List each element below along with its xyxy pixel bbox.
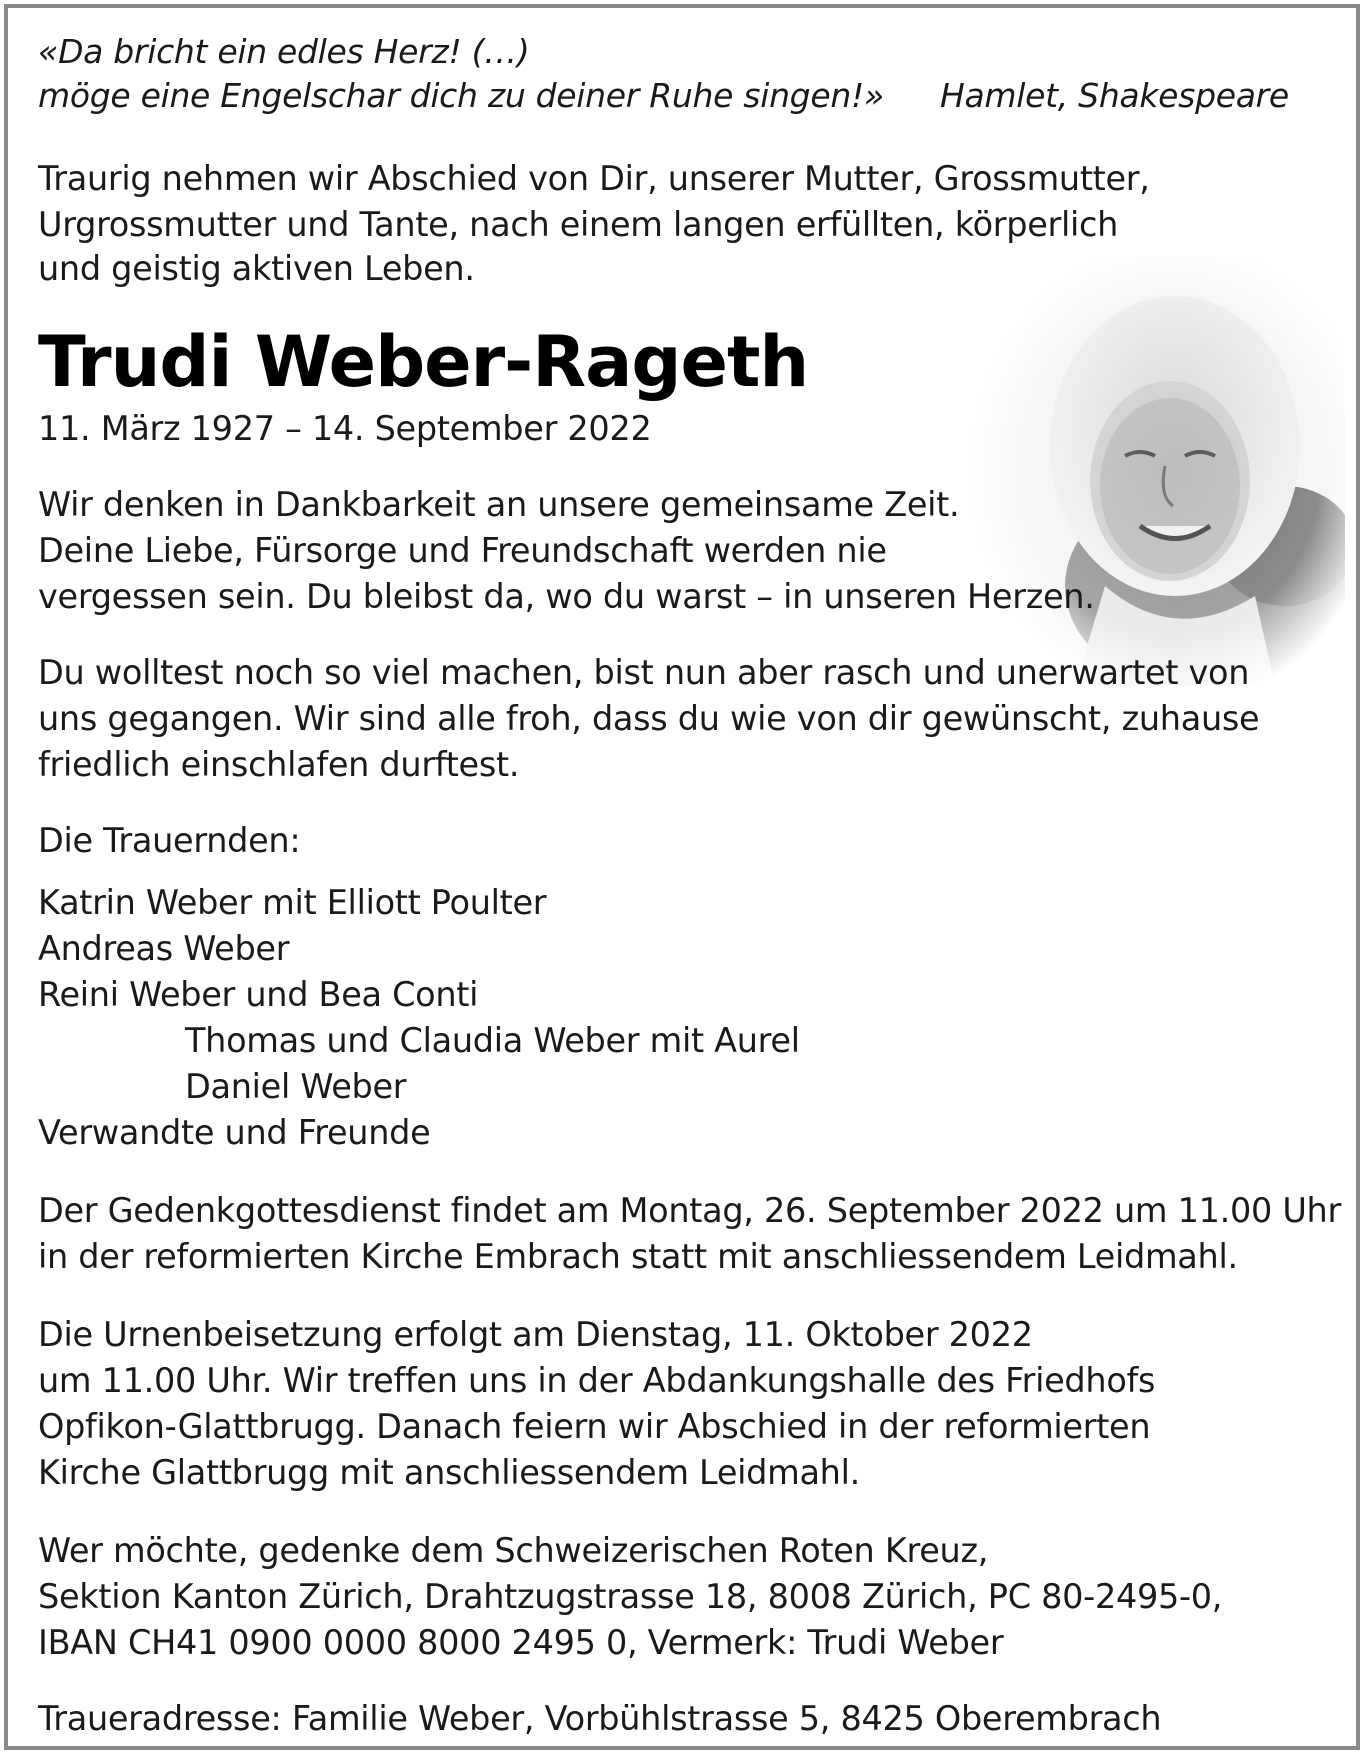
mourner-name: Verwandte und Freunde — [38, 1113, 431, 1152]
obituary-frame — [4, 4, 1360, 1750]
remembrance-line-3: vergessen sein. Du bleibst da, wo du warst – in unseren Herzen. — [38, 577, 1095, 616]
burial-line-4: Kirche Glattbrugg mit anschliessendem Leidmahl. — [38, 1453, 860, 1492]
mourner-name: Daniel Weber — [185, 1067, 407, 1106]
obituary-content — [20, 16, 1346, 1742]
life-dates: 11. März 1927 – 14. September 2022 — [38, 409, 652, 448]
donation-line-2: Sektion Kanton Zürich, Drahtzugstrasse 18, 8008 Zürich, PC 80-2495-0, — [38, 1577, 1223, 1616]
mourner-name: Andreas Weber — [38, 929, 290, 968]
burial-line-3: Opfikon-Glattbrugg. Danach feiern wir Abschied in der reformierten — [38, 1407, 1151, 1446]
mourner-name: Reini Weber und Bea Conti — [38, 975, 479, 1014]
quote-line-1: «Da bricht ein edles Herz! (…) — [38, 32, 530, 71]
passing-line-3: friedlich einschlafen durftest. — [38, 745, 520, 784]
mourner-name: Katrin Weber mit Elliott Poulter — [38, 883, 547, 922]
mourner-name: Thomas und Claudia Weber mit Aurel — [185, 1021, 800, 1060]
burial-line-1: Die Urnenbeisetzung erfolgt am Dienstag, 11. Oktober 2022 — [38, 1315, 1033, 1354]
quote-line-2: möge eine Engelschar dich zu deiner Ruhe singen!» — [38, 76, 884, 115]
deceased-name: Trudi Weber-Rageth — [38, 321, 809, 403]
quote-attribution: Hamlet, Shakespeare — [940, 76, 1289, 115]
donation-line-3: IBAN CH41 0900 0000 8000 2495 0, Vermerk: Trudi Weber — [38, 1623, 1004, 1662]
passing-line-2: uns gegangen. Wir sind alle froh, dass du wie von dir gewünscht, zuhause — [38, 699, 1260, 738]
intro-line-2: Urgrossmutter und Tante, nach einem langen erfüllten, körperlich — [38, 205, 1119, 244]
passing-line-1: Du wolltest noch so viel machen, bist nun aber rasch und unerwartet von — [38, 653, 1250, 692]
intro-line-1: Traurig nehmen wir Abschied von Dir, unserer Mutter, Grossmutter, — [38, 159, 1150, 198]
mourning-address: Traueradresse: Familie Weber, Vorbühlstrasse 5, 8425 Oberembrach — [38, 1699, 1162, 1738]
intro-line-3: und geistig aktiven Leben. — [38, 249, 475, 288]
service-line-2: in der reformierten Kirche Embrach statt mit anschliessendem Leidmahl. — [38, 1237, 1238, 1276]
mourners-heading: Die Trauernden: — [38, 821, 301, 860]
burial-line-2: um 11.00 Uhr. Wir treffen uns in der Abdankungshalle des Friedhofs — [38, 1361, 1156, 1400]
service-line-1: Der Gedenkgottesdienst findet am Montag, 26. September 2022 um 11.00 Uhr — [38, 1191, 1341, 1230]
remembrance-line-1: Wir denken in Dankbarkeit an unsere gemeinsame Zeit. — [38, 485, 960, 524]
remembrance-line-2: Deine Liebe, Fürsorge und Freundschaft werden nie — [38, 531, 887, 570]
donation-line-1: Wer möchte, gedenke dem Schweizerischen Roten Kreuz, — [38, 1531, 989, 1570]
portrait-photo — [965, 256, 1345, 686]
